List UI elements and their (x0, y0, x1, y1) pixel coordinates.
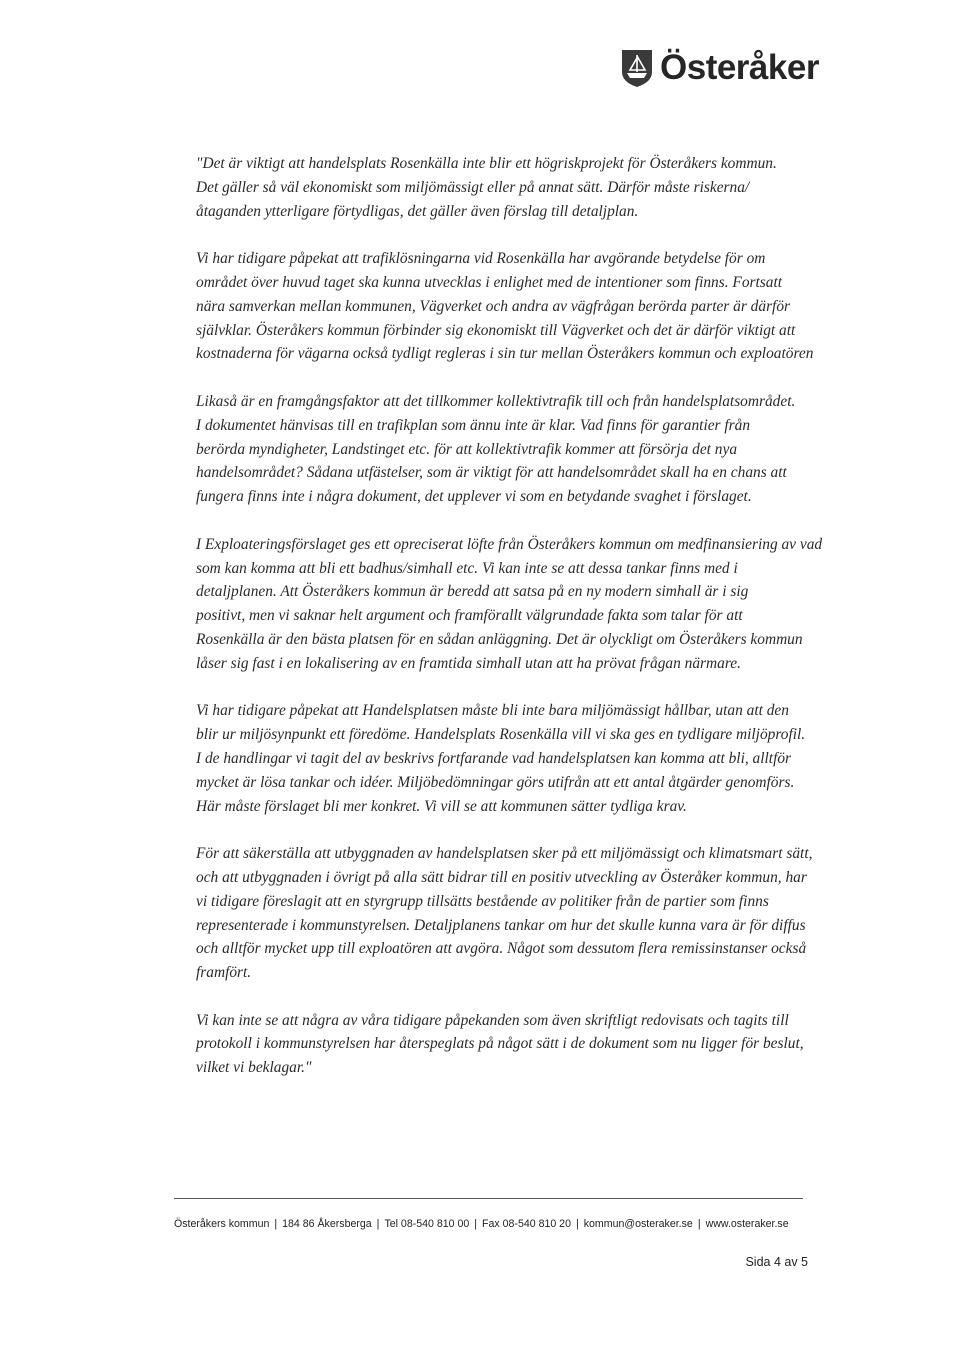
footer-separator: | (474, 1218, 478, 1230)
logo-wordmark: Österåker (660, 48, 819, 87)
text-line: Här måste förslaget bli mer konkret. Vi vill se att kommunen sätter tydliga krav. (196, 797, 687, 815)
footer-divider (174, 1198, 803, 1199)
text-line: För att säkerställa att utbyggnaden av handelsplatsen sker på ett miljömässigt och klimatsmart sätt, (196, 845, 813, 863)
text-line: och att utbyggnaden i övrigt på alla sätt bidrar till en positiv utveckling av Österåker kommun, har (196, 868, 807, 886)
ship-shield-icon (620, 48, 654, 88)
text-line: I de handlingar vi tagit del av beskrivs fortfarande vad handelsplatsen kan komma att bli, alltför (196, 749, 792, 767)
footer-fax: Fax 08-540 810 20 (482, 1218, 571, 1230)
footer-separator: | (376, 1218, 380, 1230)
paragraph-1 (196, 152, 826, 223)
footer-contact (174, 1218, 834, 1230)
text-line: fungera finns inte i några dokument, det upplever vi som en betydande svaghet i förslaget. (196, 488, 752, 506)
text-line: representerade i kommunstyrelsen. Detaljplanens tankar om hur det skulle kunna vara är för diffus (196, 916, 806, 934)
text-line: blir ur miljösynpunkt ett föredöme. Handelsplats Rosenkälla vill vi ska ges en tydligare miljöprofil. (196, 726, 806, 744)
text-line: protokoll i kommunstyrelsen har återspeglats på något sätt i de dokument som nu ligger för beslut, (196, 1035, 804, 1053)
paragraph-6 (196, 842, 826, 985)
footer-separator: | (697, 1218, 701, 1230)
text-line: Rosenkälla är den bästa platsen för en sådan anläggning. Det är olyckligt om Österåkers kommun (196, 630, 803, 648)
text-line: positivt, men vi saknar helt argument och framförallt välgrundade fakta som talar för att (196, 607, 743, 625)
paragraph-2 (196, 247, 826, 366)
text-line: I dokumentet hänvisas till en trafikplan som ännu inte är klar. Vad finns för garantier från (196, 416, 751, 434)
text-line: åtaganden ytterligare förtydligas, det gäller även förslag till detaljplan. (196, 202, 639, 220)
paragraph-5 (196, 699, 826, 818)
text-line: Vi kan inte se att några av våra tidigare påpekanden som även skriftligt redovisats och tagits till (196, 1011, 789, 1029)
text-line: I Exploateringsförslaget ges ett opreciserat löfte från Österåkers kommun om medfinansiering av vad (196, 535, 823, 553)
footer-web-link[interactable]: www.osteraker.se (705, 1218, 789, 1230)
text-line: framfört. (196, 964, 252, 982)
text-line: Vi har tidigare påpekat att Handelsplatsen måste bli inte bara miljömässigt hållbar, utan att den (196, 702, 789, 720)
text-line: "Det är viktigt att handelsplats Rosenkälla inte blir ett högriskprojekt för Österåkers kommun. (196, 155, 777, 172)
text-line: området över huvud taget ska kunna utvecklas i enlighet med de intentioner som finns. Fortsatt (196, 273, 783, 291)
text-line: vi tidigare föreslagit att en styrgrupp tillsätts bestående av politiker från de partier som finns (196, 892, 769, 910)
text-line: detaljplanen. Att Österåkers kommun är beredd att satsa på en ny modern simhall är i sig (196, 583, 749, 601)
text-line: handelsområdet? Sådana utfästelser, som är viktigt för att handelsområdet skall ha en chans att (196, 464, 787, 482)
text-line: kostnaderna för vägarna också tydligt regleras i sin tur mellan Österåkers kommun och exploatören (196, 345, 814, 363)
footer-separator: | (575, 1218, 579, 1230)
text-line: vilket vi beklagar." (196, 1059, 312, 1077)
footer-separator: | (274, 1218, 278, 1230)
text-line: självklar. Österåkers kommun förbinder sig ekonomiskt till Vägverket och det är därför viktigt att (196, 321, 796, 339)
text-line: mycket är lösa tankar och idéer. Miljöbedömningar görs utifrån att ett antal åtgärder genomförs. (196, 773, 795, 791)
paragraph-3 (196, 390, 826, 509)
text-line: Vi har tidigare påpekat att trafiklösningarna vid Rosenkälla har avgörande betydelse för om (196, 250, 766, 268)
text-line: Det gäller så väl ekonomiskt som miljömässigt eller på annat sätt. Därför måste riskerna/ (196, 178, 750, 196)
paragraph-7 (196, 1009, 826, 1080)
text-line: och alltför mycket upp till exploatören att avgöra. Något som dessutom flera remissinstanser också (196, 940, 807, 958)
text-line: berörda myndigheter, Landstinget etc. för att kollektivtrafik kommer att försörja det nya (196, 440, 738, 458)
footer-email-link[interactable]: kommun@osteraker.se (583, 1218, 693, 1230)
text-line: låser sig fast i en lokalisering av en framtida simhall utan att ha prövat frågan närmare. (196, 654, 741, 672)
text-line: Likaså är en framgångsfaktor att det tillkommer kollektivtrafik till och från handelsplatsområdet. (196, 392, 796, 410)
letter-body (196, 152, 826, 1080)
text-line: som kan komma att bli ett badhus/simhall etc. Vi kan inte se att dessa tankar finns med i (196, 559, 738, 577)
footer-org: Österåkers kommun (174, 1218, 270, 1230)
footer-address: 184 86 Åkersberga (282, 1218, 372, 1230)
page-number: Sida 4 av 5 (745, 1255, 808, 1269)
paragraph-4 (196, 533, 826, 676)
text-line: nära samverkan mellan kommunen, Vägverket och andra av vägfrågan berörda parter är därför (196, 297, 791, 315)
header-logo (620, 48, 819, 88)
footer-tel: Tel 08-540 810 00 (384, 1218, 470, 1230)
